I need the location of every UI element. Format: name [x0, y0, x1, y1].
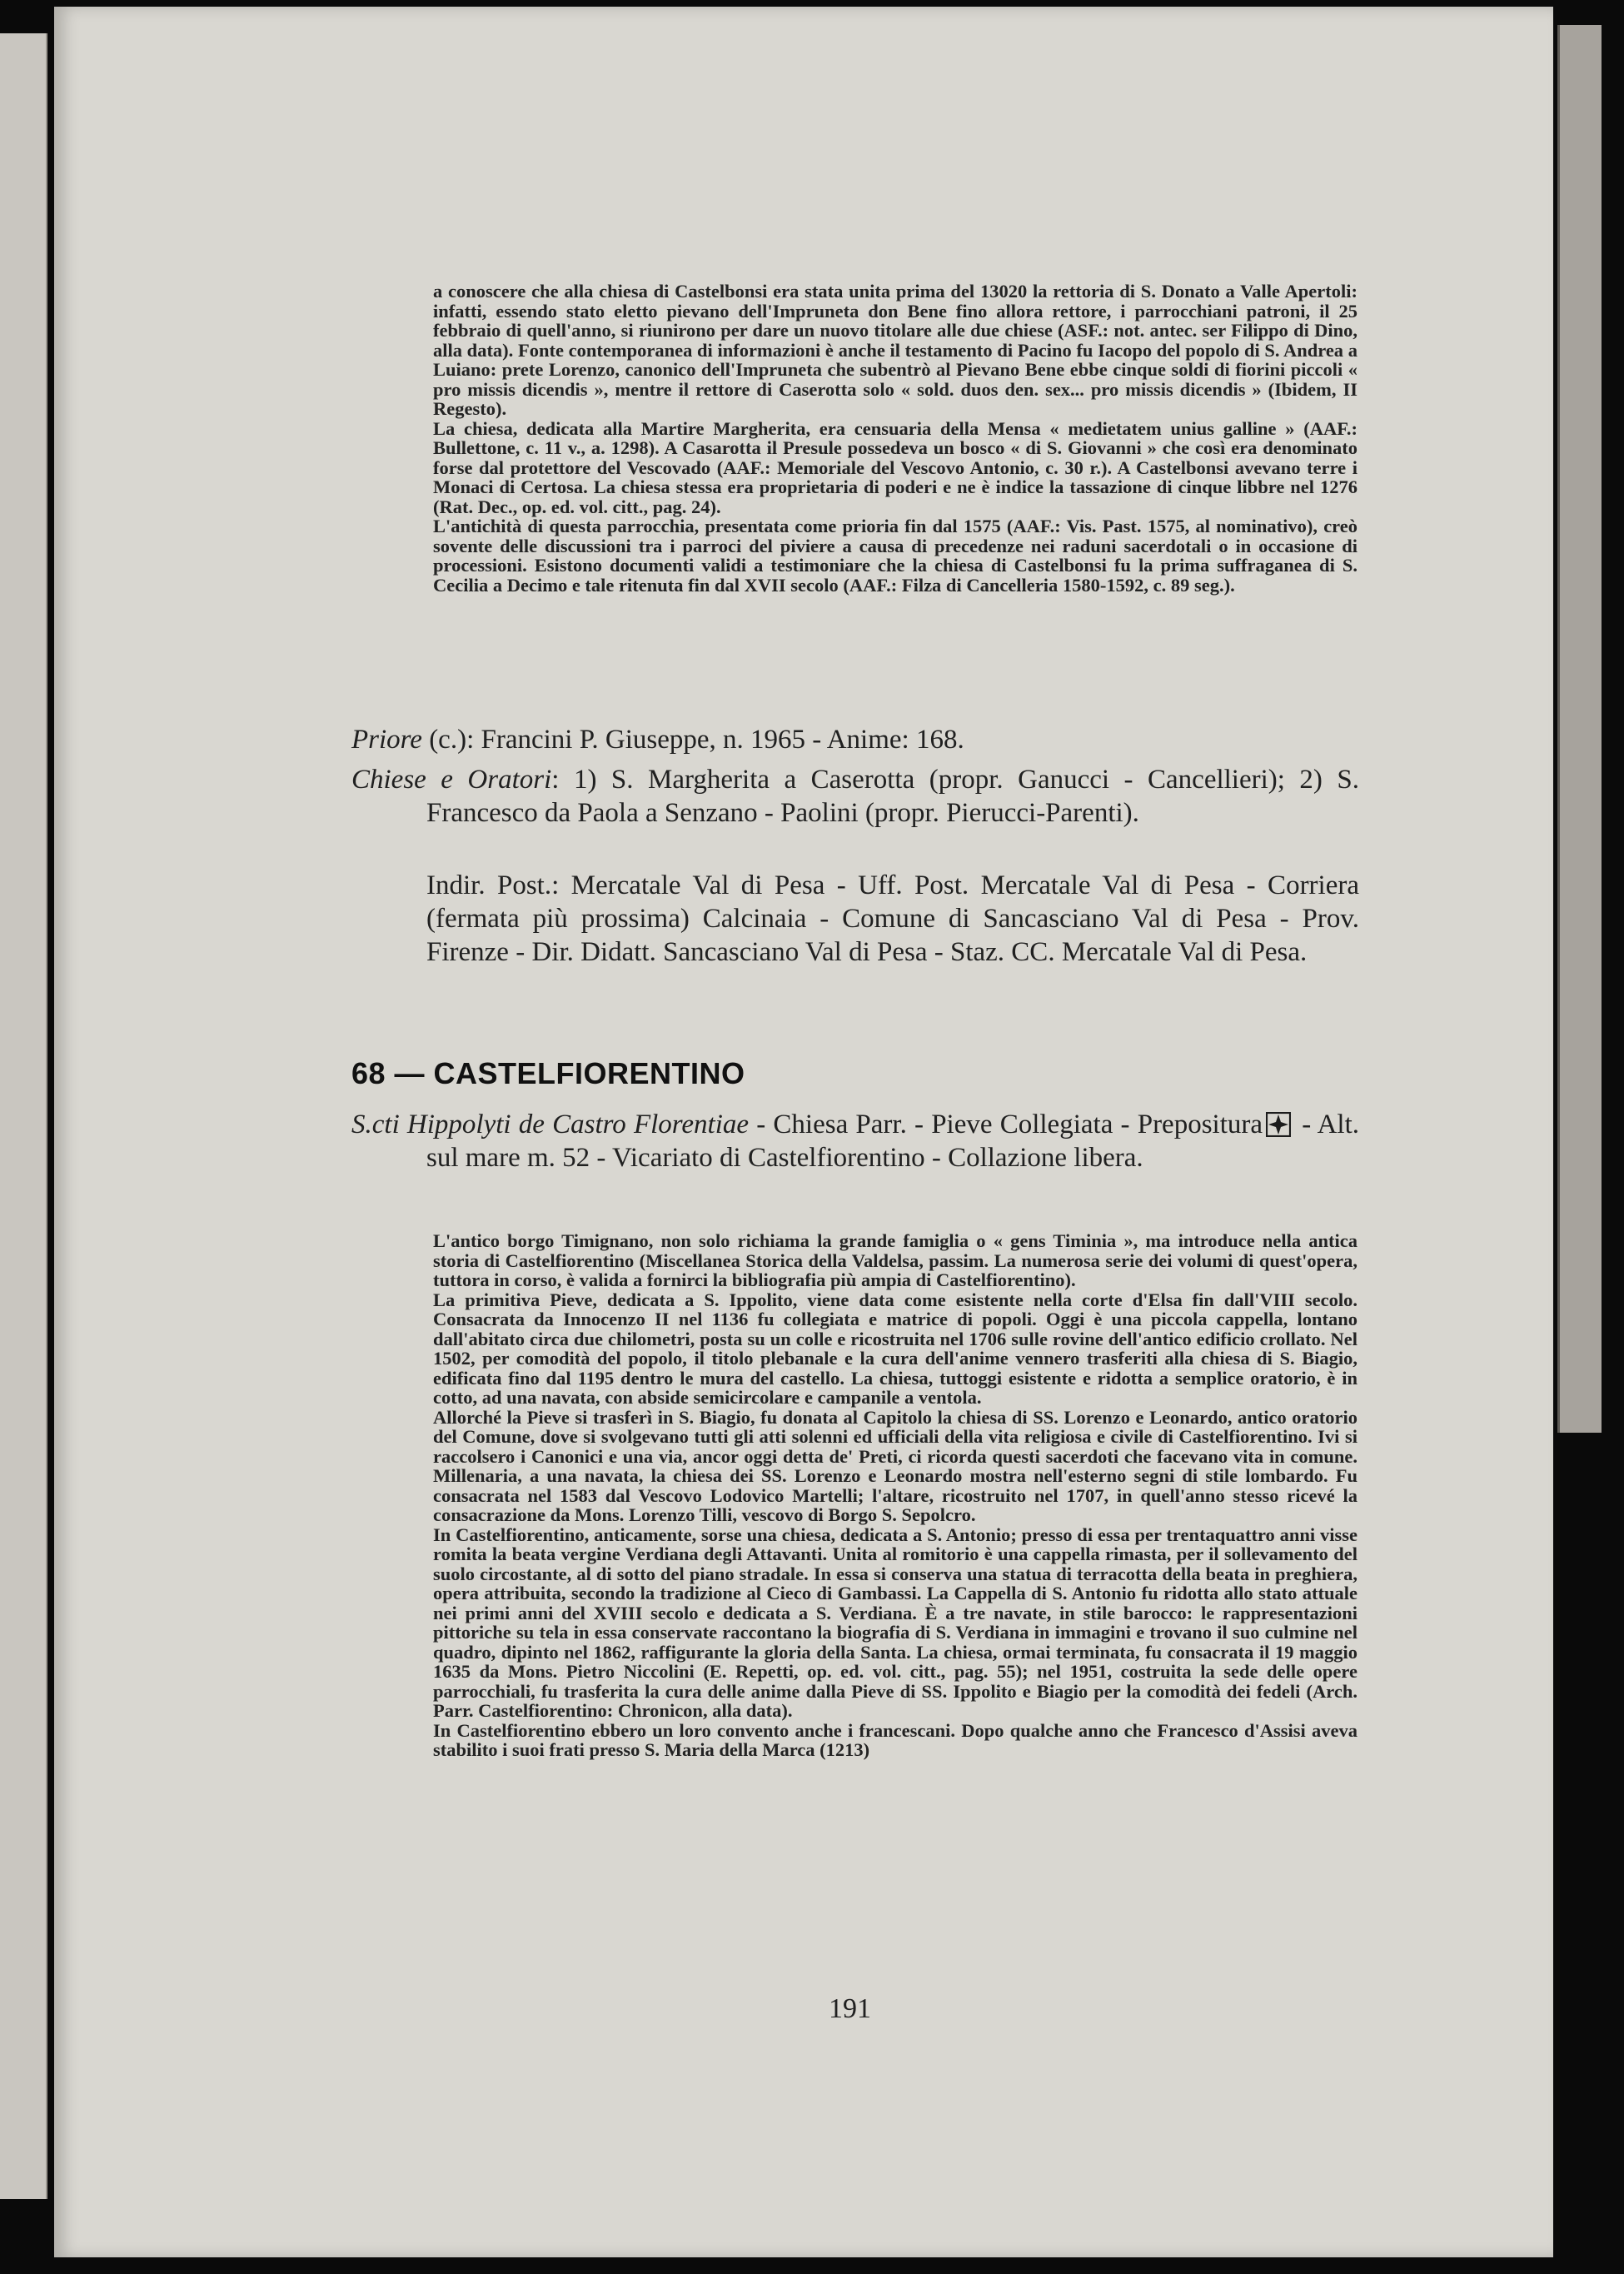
entry-heading: 68 — CASTELFIORENTINO [351, 1056, 745, 1090]
book-page [54, 7, 1553, 2257]
adjacent-page-edge [0, 33, 47, 2199]
footnote-block-castelbonsi [433, 282, 1357, 595]
paragraph: La primitiva Pieve, dedicata a S. Ippolito, viene data come esistente nella corte d'Elsa fin dall'VIII secolo. Consacrata da Innocenzo II nel 1136 fu collegiata e matrice di popoli. Oggi è una piccola cappella, lontano dall'abitato circa due chilometri, posta su un colle e ricostruita nel 1706 sulle rovine dell'antico edificio crollato. Nel 1502, per comodità del popolo, il titolo plebanale e la cura dell'anime vennero trasferiti alla chiesa di S. Biagio, edificata fino dal 1195 dentro le mura del castello. La chiesa, tuttoggi esistente e ridotta a semplice oratorio, è in cotto, ad una navata, con abside semicircolare e campanile a ventola. [433, 1289, 1357, 1408]
paragraph: L'antichità di questa parrocchia, presentata come prioria fin dal 1575 (AAF.: Vis. Past. 1575, al nominativo), creò sovente delle discussioni tra i parroci del piviere a causa di precedenze nei raduni sacerdotali o in occasione di processioni. Esistono documenti validi a testimoniare che la chiesa di Castelbonsi fu la prima suffraganea di S. Cecilia a Decimo e tale ritenuta fin dal XVII secolo (AAF.: Filza di Cancelleria 1580-1592, c. 89 seg.). [433, 516, 1357, 596]
paragraph: In Castelfiorentino, anticamente, sorse una chiesa, dedicata a S. Antonio; presso di essa per trentaquattro anni visse romita la beata vergine Verdiana degli Attavanti. Unita al romitorio è una cappella rimasta, per il sollevamento del suolo circostante, al di sotto del piano stradale. In essa si conserva una statua di terracotta della beata in preghiera, opera attribuita, secondo la tradizione al Cieco di Gambassi. La Cappella di S. Antonio fu ridotta allo stato attuale nei primi anni del XVIII secolo e dedicata a S. Verdiana. È a tre navate, in stile barocco: le rappresentazioni pittoriche su tela in essa conservate raccontano la biografia di S. Verdiana in immagini e trovano il suo culmine nel quadro, dipinto nel 1862, raffigurante la gloria della Santa. La chiesa, ormai terminata, fu consacrata il 19 maggio 1635 da Mons. Pietro Niccolini (E. Repetti, op. ed. vol. citt., pag. 55); nel 1951, costruita la sede delle opere parrocchiali, fu trasferita la cura delle anime dalla Pieve di SS. Ippolito e Biagio per la comodità dei fedeli (Arch. Parr. Castelfiorentino: Chronicon, alla data). [433, 1523, 1357, 1721]
postal-address-text: Indir. Post.: Mercatale Val di Pesa - Uff. Post. Mercatale Val di Pesa - Corriera (fermata più prossima) Calcinaia - Comune di Sancasciano Val di Pesa - Prov. Firenze - Dir. Didatt. Sancasciano Val di Pesa - Staz. CC. Mercatale Val di Pesa. [426, 870, 1359, 967]
right-page-stack [1557, 25, 1602, 1433]
paragraph: In Castelfiorentino ebbero un loro convento anche i francescani. Dopo qualche anno che Francesco d'Assisi aveva stabilito i suoi frati presso S. Maria della Marca (1213) [433, 1719, 1357, 1760]
chiese-oratori-line [351, 763, 1359, 835]
priore-label: Priore [351, 725, 422, 755]
priore-text: (c.): Francini P. Giuseppe, n. 1965 - Anime: 168. [421, 725, 964, 755]
entry-desc-a: - Chiesa Parr. - Pieve Collegiata - Prepositura [749, 1110, 1263, 1139]
postal-address-block [351, 869, 1359, 969]
page-number: 191 [829, 1993, 871, 2024]
footnote-block-castelfiorentino [433, 1231, 1357, 1760]
cross-pattee-icon [1266, 1112, 1291, 1137]
entry-latin-title: S.cti Hippolyti de Castro Florentiae [351, 1110, 750, 1139]
paragraph: L'antico borgo Timignano, non solo richiama la grande famiglia o « gens Timinia », ma introduce nella antica storia di Castelfiorentino (Miscellanea Storica della Valdelsa, passim. La numerosa serie dei volumi di quest'opera, tuttora in corso, è valida a fornirci la bibliografia più ampia di Castelfiorentino). [433, 1230, 1357, 1290]
priore-line [351, 723, 1359, 761]
paragraph: a conoscere che alla chiesa di Castelbonsi era stata unita prima del 13020 la rettoria di S. Donato a Valle Apertoli: infatti, essendo stato eletto pievano dell'Impruneta don Bene fino allora rettore, i parrocchiani patroni, il 25 febbraio di quell'anno, si riunirono per dare un nuovo titolare alle due chiese (ASF.: not. antec. ser Filippo di Dino, alla data). Fonte contemporanea di informazioni è anche il testamento di Pacino fu Iacopo del popolo di S. Andrea a Luiano: prete Lorenzo, canonico dell'Impruneta che subentrò al Pievano Bene ebbe cinque soldi di fiorini piccoli « pro missis dicendis », mentre il rettore di Caserotta solo « sold. duos den. sex... pro missis dicendis » (Ibidem, II Regesto). [433, 281, 1357, 419]
paragraph: La chiesa, dedicata alla Martire Margherita, era censuaria della Mensa « medietatem unius galline » (AAF.: Bullettone, c. 11 v., a. 1298). A Casarotta il Presule possedeva un bosco « di S. Giovanni » che così era denominato forse dal protettore del Vescovado (AAF.: Memoriale del Vescovo Antonio, c. 30 r.). A Castelbonsi avevano terre i Monaci di Certosa. La chiesa stessa era proprietaria di poderi e ne è indice la tassazione di cinque libbre nel 1276 (Rat. Dec., op. ed. vol. citt., pag. 24). [433, 417, 1357, 517]
paragraph: Allorché la Pieve si trasferì in S. Biagio, fu donata al Capitolo la chiesa di SS. Lorenzo e Leonardo, antico oratorio del Comune, dove si svolgevano tutti gli atti solenni ed ufficiali della vita religiosa e civile di Castelfiorentino. Ivi si raccolsero i Canonici e una via, ancor oggi detta de' Preti, ci ricorda questi sacerdoti che facevano vita in comune. Millenaria, a una navata, la chiesa dei SS. Lorenzo e Leonardo mostra nell'esterno segni di stile lombardo. Fu consacrata nel 1583 dal Vescovo Lodovico Martelli; l'altare, ricostruito nel 1707, in quell'anno stesso ricevé la consacrazione da Mons. Lorenzo Tilli, vescovo di Borgo S. Sepolcro. [433, 1406, 1357, 1525]
chiese-label: Chiese e Oratori [351, 765, 552, 795]
chiese-text: : 1) S. Margherita a Caserotta (propr. Ganucci - Cancellieri); 2) S. Francesco da Paola a Senzano - Paolini (propr. Pierucci-Parenti). [426, 765, 1359, 828]
entry-desc-b: - Alt. sul mare m. 52 - Vicariato di Castelfiorentino - Collazione libera. [426, 1110, 1360, 1173]
entry-title-block [351, 1108, 1359, 1179]
